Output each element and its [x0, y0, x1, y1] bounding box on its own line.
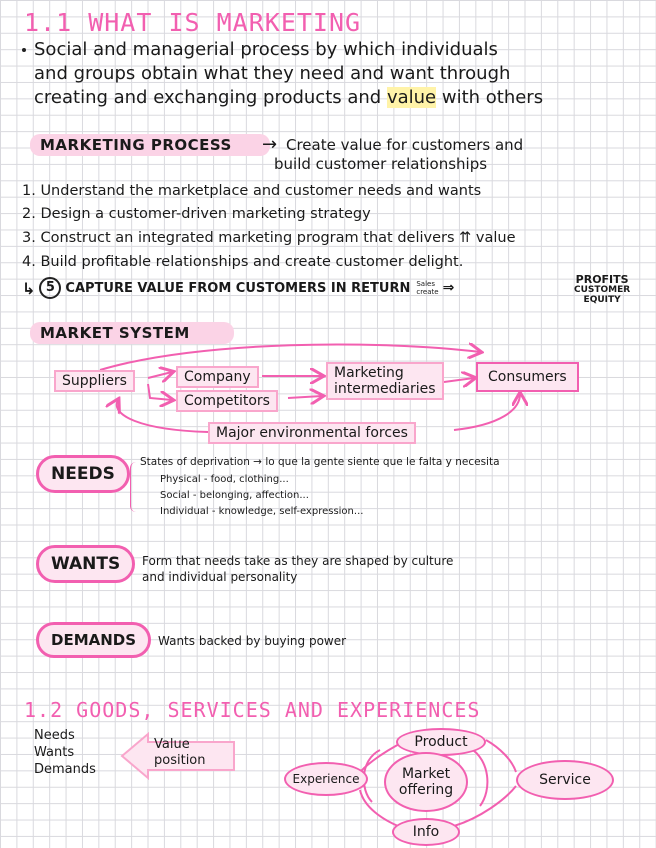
process-step-4: 4. Build profitable relationships and create customer delight.: [22, 254, 464, 270]
left-list-item-2: Wants: [34, 745, 75, 760]
needs-item-2: Social - belonging, affection...: [160, 490, 309, 501]
wants-pill: WANTS: [36, 545, 135, 583]
market-system-label: MARKET SYSTEM: [30, 322, 234, 344]
market-offering-oval: [384, 752, 468, 812]
step-5-small-2: create: [416, 288, 439, 296]
needs-item-1: Physical - food, clothing...: [160, 474, 289, 485]
left-list-item-1: Needs: [34, 728, 75, 743]
market-offering-line-1: Market: [401, 766, 451, 782]
left-list-item-3: Demands: [34, 762, 96, 777]
experience-oval: Experience: [284, 762, 368, 796]
wants-desc-1: Form that needs take as they are shaped by culture: [142, 554, 454, 568]
definition-line-1: Social and managerial process by which individuals: [34, 39, 498, 60]
definition-line-3-pre: creating and exchanging products and: [34, 87, 387, 108]
suppliers-box: Suppliers: [54, 370, 135, 392]
return-arrow-icon: ↳: [22, 278, 36, 298]
section-2-title: 1.2 GOODS, SERVICES AND EXPERIENCES: [24, 698, 481, 722]
product-oval: Product: [396, 728, 486, 756]
process-step-3: 3. Construct an integrated marketing program that delivers ⇈ value: [22, 230, 516, 246]
step-5-arrow-icon: ⇒: [442, 280, 455, 296]
step-5-text: CAPTURE VALUE FROM CUSTOMERS IN RETURN: [65, 280, 411, 296]
wants-desc-2: and individual personality: [142, 570, 298, 584]
profits-line-3: EQUITY: [583, 295, 621, 305]
needs-desc: States of deprivation → lo que la gente siente que le falta y necesita: [140, 456, 500, 468]
profits-line-2: CUSTOMER: [574, 285, 631, 295]
step-5-small-1: Sales: [416, 280, 435, 288]
process-desc-1: Create value for customers and: [286, 136, 524, 154]
process-step-1: 1. Understand the marketplace and customer needs and wants: [22, 183, 482, 199]
competitors-box: Competitors: [176, 390, 278, 412]
value-arrow-line-1: Value: [154, 737, 190, 752]
demands-desc: Wants backed by buying power: [158, 634, 347, 648]
info-oval: Info: [392, 818, 460, 846]
definition-line-3-post: with others: [436, 87, 544, 108]
service-oval: Service: [516, 760, 614, 800]
consumers-box: Consumers: [476, 362, 579, 392]
environmental-forces-box: Major environmental forces: [208, 422, 416, 444]
intermediaries-line-2: intermediaries: [334, 381, 436, 397]
value-highlight: value: [386, 87, 437, 108]
value-arrow-line-2: position: [154, 753, 206, 768]
intermediaries-line-1: Marketing: [334, 365, 404, 381]
demands-pill: DEMANDS: [36, 622, 151, 658]
needs-item-3: Individual - knowledge, self-expression...: [160, 506, 364, 517]
marketing-process-label: MARKETING PROCESS: [30, 134, 270, 156]
value-arrow-text: [154, 737, 206, 769]
market-offering-line-2: offering: [398, 782, 454, 798]
process-desc-2: build customer relationships: [274, 155, 488, 173]
profits-line-1: PROFITS: [575, 273, 629, 286]
process-arrow: →: [262, 134, 278, 155]
step-5-number: 5: [39, 277, 61, 299]
section-1-title: 1.1 WHAT IS MARKETING: [24, 8, 362, 37]
needs-pill: NEEDS: [36, 455, 130, 493]
definition-line-2: and groups obtain what they need and want through: [34, 63, 511, 84]
process-step-2: 2. Design a customer-driven marketing strategy: [22, 206, 371, 222]
company-box: Company: [176, 366, 259, 388]
